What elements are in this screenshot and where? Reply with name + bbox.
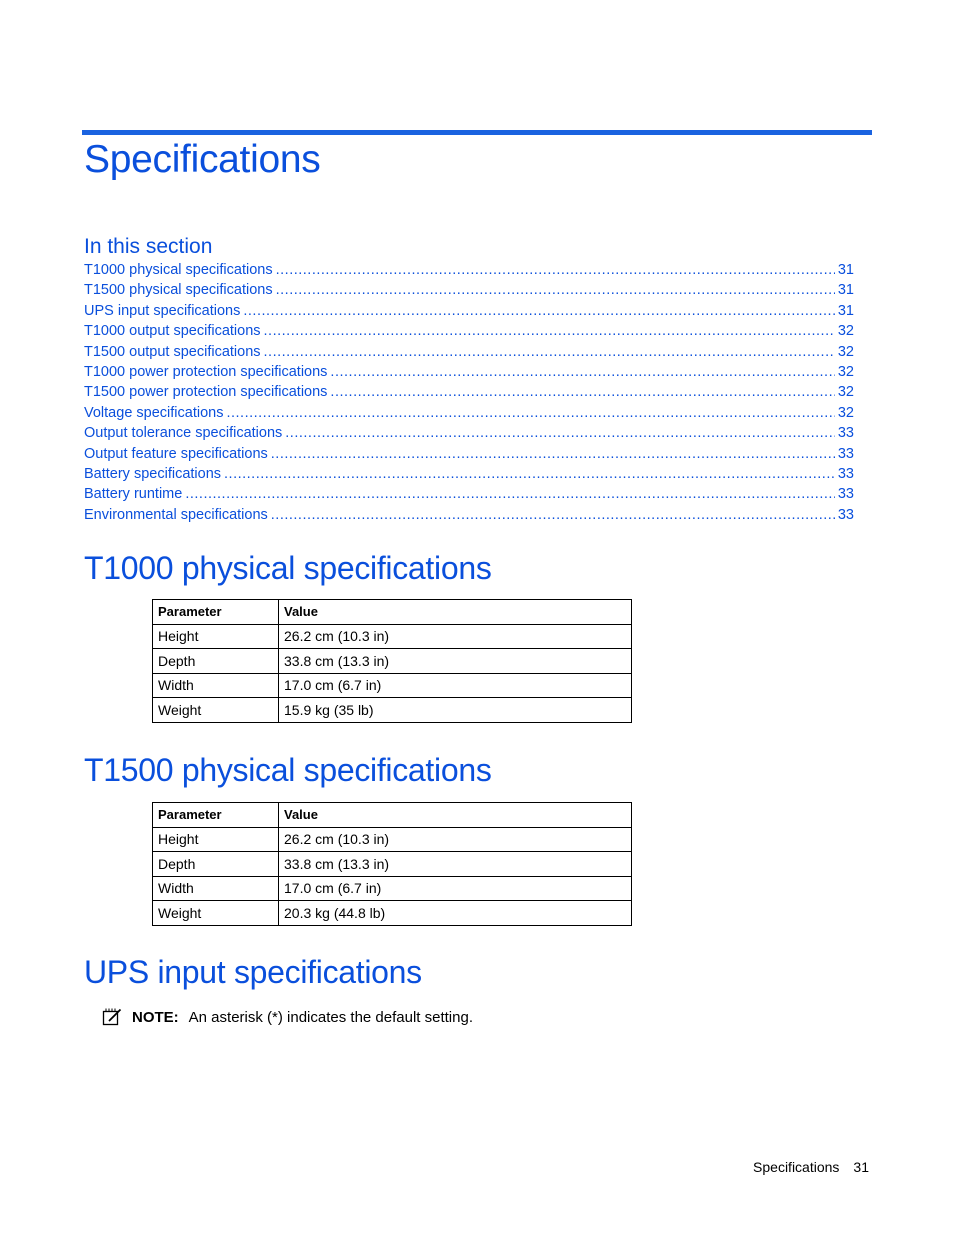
table-row: Height 26.2 cm (10.3 in) <box>153 624 632 649</box>
title-rule <box>82 130 872 135</box>
table-row: Width 17.0 cm (6.7 in) <box>153 876 632 901</box>
toc-list <box>84 262 854 527</box>
footer-page-number: 31 <box>853 1159 869 1175</box>
toc-item-t1000-output[interactable]: T1000 output specifications ..... 32 <box>84 323 854 343</box>
toc-item-t1500-power-protection[interactable]: T1500 power protection specifications ..... 32 <box>84 384 854 404</box>
toc-item-output-tolerance[interactable]: Output tolerance specifications ..... 33 <box>84 425 854 445</box>
toc-item-t1000-physical[interactable]: T1000 physical specifications ..... 31 <box>84 262 854 282</box>
toc-item-voltage[interactable]: Voltage specifications ..... 32 <box>84 405 854 425</box>
ups-input-heading: UPS input specifications <box>84 954 422 990</box>
toc-item-output-feature[interactable]: Output feature specifications ..... 33 <box>84 446 854 466</box>
toc-item-environmental[interactable]: Environmental specifications ..... 33 <box>84 507 854 527</box>
footer-section: Specifications <box>753 1159 840 1175</box>
table-row: Depth 33.8 cm (13.3 in) <box>153 649 632 674</box>
t1000-table <box>152 599 632 723</box>
table-row: Height 26.2 cm (10.3 in) <box>153 827 632 852</box>
header-parameter: Parameter <box>153 600 279 625</box>
table-row: Weight 20.3 kg (44.8 lb) <box>153 901 632 926</box>
note-label: NOTE: <box>132 1008 179 1026</box>
header-value: Value <box>279 803 632 828</box>
t1500-heading: T1500 physical specifications <box>84 752 492 788</box>
table-header-row <box>153 600 632 625</box>
note-block <box>102 1008 473 1026</box>
note-text: An asterisk (*) indicates the default setting. <box>188 1008 473 1026</box>
header-value: Value <box>279 600 632 625</box>
note-icon <box>102 1008 122 1026</box>
toc-item-t1000-power-protection[interactable]: T1000 power protection specifications ..... 32 <box>84 364 854 384</box>
page-footer <box>753 1159 869 1175</box>
t1500-table <box>152 802 632 926</box>
table-row: Depth 33.8 cm (13.3 in) <box>153 852 632 877</box>
t1000-heading: T1000 physical specifications <box>84 550 492 586</box>
toc-item-t1500-output[interactable]: T1500 output specifications ..... 32 <box>84 344 854 364</box>
toc-item-battery-specifications[interactable]: Battery specifications ..... 33 <box>84 466 854 486</box>
table-header-row <box>153 803 632 828</box>
toc-item-battery-runtime[interactable]: Battery runtime ..... 33 <box>84 486 854 506</box>
header-parameter: Parameter <box>153 803 279 828</box>
in-this-section-heading: In this section <box>84 235 213 258</box>
toc-item-t1500-physical[interactable]: T1500 physical specifications ..... 31 <box>84 282 854 302</box>
toc-item-ups-input[interactable]: UPS input specifications ..... 31 <box>84 303 854 323</box>
table-row: Weight 15.9 kg (35 lb) <box>153 698 632 723</box>
page-title: Specifications <box>84 138 321 181</box>
table-row: Width 17.0 cm (6.7 in) <box>153 673 632 698</box>
